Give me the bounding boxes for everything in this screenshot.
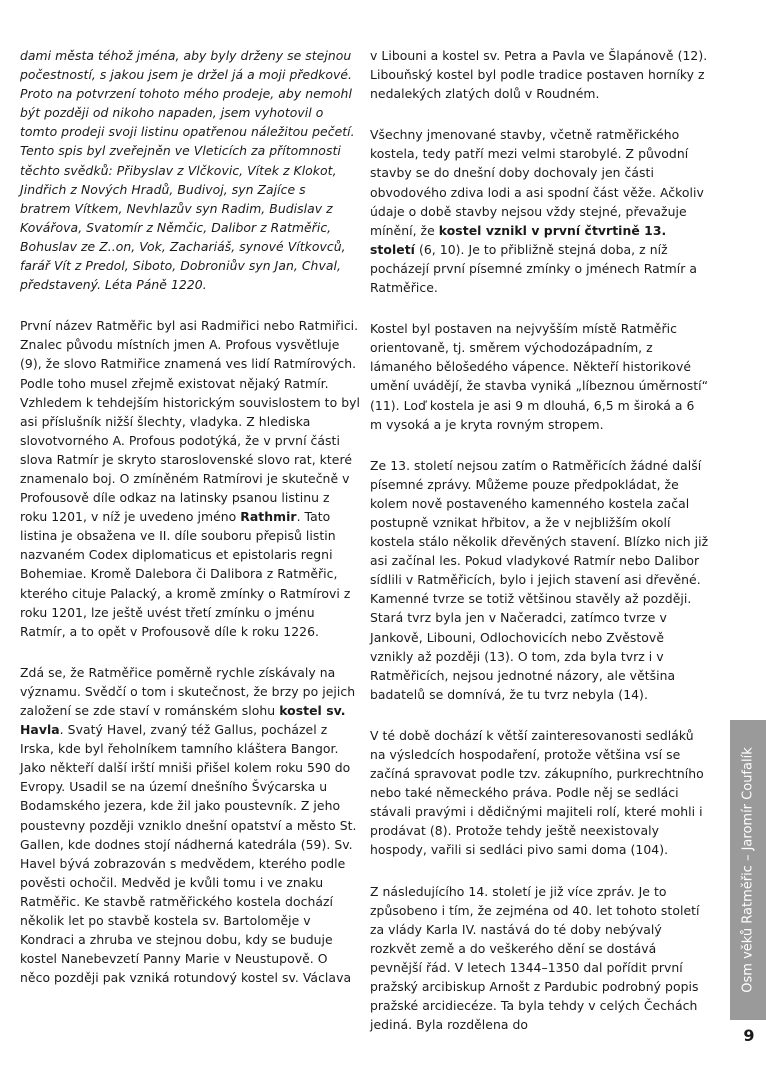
charter-translation-paragraph: dami města téhož jména, aby byly drženy se stejnou počestností, s jakou jsem je držel já a moji předkové. Proto na potvrzení tohoto mého prodeje, aby nemohl být později od nikoho napaden, jsem vyhotovil o tomto prodeji svoji listinu opatřenou náležitou pečetí. Tento spis byl zveřejněn ve Vleticích za přítomnosti těchto svědků: Přibyslav z Vlčkovic, Vítek z Klokot, Jindřich z Nových Hradů, Budivoj, syn Zajíce s bratrem Vítkem, Nevhlazův syn Radim, Budislav z Kovářova, Svatomír z Němčic, Dalibor z Ratměřic, Bohuslav ze Z..on, Vok, Zachariáš, synové Vítkovců, farář Vít z Predol, Siboto, Dobroniův syn Jan, Chval, představený. Léta Páně 1220.	[20, 48, 355, 293]
libouň-church-paragraph: v Libouni a kostel sv. Petra a Pavla ve Šlapánově (12). Libouňský kostel byl podle tradice postaven horníky z nedalekých zlatých dolů v Roudném.	[370, 48, 708, 102]
church-description-paragraph: Kostel byl postaven na nejvyšším místě Ratměřic orientovaně, tj. směrem východozápadním, z lámaného bělošedého vápence. Někteří historikové umění uvádějí, že stavba vyniká „líbeznou úměrností“ (11). Loď kostela je asi 9 m dlouhá, 6,5 m široká a 6 m vysoká a je kryta rovným stropem.	[370, 321, 709, 432]
church-st-havel-paragraph: Zdá se, že Ratměřice poměrně rychle získávaly na významu. Svědčí o tom i skutečnost, že brzy po jejich založení se zde staví v románském slohu kostel sv. Havla. Svatý Havel, zvaný též Gallus, pocházel z Irska, kde byl řeholníkem tamního kláštera Bangor. Jako někteří další irští mniši přišel kolem roku 590 do Evropy. Usadil se na území dnešního Švýcarska u Bodamského jezera, kde žil jako poustevník. Z jeho poustevny později vzniklo dnešní opatství a město St. Gallen, kde dodnes stojí nádherná katedrála (59). Sv. Havel bývá zobrazován s medvědem, kterého podle pověsti ochočil. Medvěd je kvůli tomu i ve znaku Ratměřic. Ke stavbě ratměřického kostela dochází několik let po stavbě kostela sv. Bartoloměje v Kondraci a zhruba ve stejnou dobu, kdy se buduje kostel Nanebevzetí Panny Marie v Neustupově. O něco později pak vzniká rotundový kostel sv. Václava	[20, 664, 357, 986]
side-label: Osm věků Ratměřic – Jaromír Coufalík	[740, 747, 756, 993]
church-emphasis: kostel sv. Havla	[20, 703, 346, 738]
side-tab	[730, 720, 766, 1020]
page-number: 9	[743, 1026, 755, 1045]
church-age-paragraph: Všechny jmenované stavby, včetně ratměřického kostela, tedy patří mezi velmi starobylé. Z původní stavby se do dnešní doby dochovaly jen části obvodového zdiva lodi a asi spodní část věže. Ačkoliv údaje o době stavby nejsou vždy stejné, převažuje mínění, že kostel vznikl v první čtvrtině 13. století (6, 10). Je to přibližně stejná doba, z níž pocházejí první písemné zmínky o jménech Ratmír a Ratměřice.	[370, 127, 704, 296]
name-origin-paragraph: První název Ratměřic byl asi Radmiřici nebo Ratmiřici. Znalec původu místních jmen A. Profous vysvětluje (9), že slovo Ratmiřice znamená ves lidí Ratmírových. Podle toho musel zřejmě existovat nějaký Ratmír. Vzhledem k tehdejším historickým souvislostem to byl asi příslušník nižší šlechty, vladyka. Z hlediska slovotvorného A. Profous podotýká, že v první části slova Ratmír je skryto staroslovenské slovo rat, které znamenalo boj. O zmíněném Ratmírovi je skutečně v Profousově díle odkaz na latinsky psanou listinu z roku 1201, v níž je uvedeno jméno Rathmir. Tato listina je obsažena ve II. díle souboru přepisů listin nazvaném Codex diplomaticus et epistolaris regni Bohemiae. Kromě Dalebora či Dalibora z Ratměřic, kterého cituje Palacký, a kromě zmínky o Ratmírovi z roku 1201, lze ještě uvést třetí zmínku o jménu Ratmír, a to opět v Profousově díle k roku 1226.	[20, 318, 361, 639]
fourteenth-century-paragraph: Z následujícího 14. století je již více zpráv. Je to způsobeno i tím, že zejména od 40. let tohoto století za vlády Karla IV. nastává do té doby nebývalý rozkvět země a do veškerého dění se dostává pevnější řád. V letech 1344–1350 dal pořídit první pražský arcibiskup Arnošt z Pardubic podrobný popis pražské arcidiecéze. Ta byla tehdy v celých Čechách jediná. Byla rozdělena do	[370, 883, 700, 1033]
left-column	[20, 46, 360, 1009]
thirteenth-century-paragraph: Ze 13. století nejsou zatím o Ratměřicích žádné další písemné zprávy. Můžeme pouze předpokládat, že kolem nově postaveného kamenného kostela začal postupně vznikat hřbitov, a že v nejbližším okolí kostela stálo několik dřevěných stavení. Blízko nich již asi začínal les. Pokud vladykové Ratmír nebo Dalibor sídlili v Ratměřicích, bylo i jejich stavení asi dřevěné. Kamenné tvrze se totiž většinou stavěly až později. Stará tvrz byla jen v Načeradci, zatímco tvrze v Jankově, Libouni, Odlochovicích nebo Zvěstově vznikly až později (13). O tom, zda byla tvrz i v Ratměřicích, nejsou jednotné názory, ale většina badatelů se domnívá, že tu tvrz nebyla (14).	[370, 457, 709, 702]
farmers-paragraph: V té době dochází k větší zainteresovanosti sedláků na výsledcích hospodaření, protože většina vsí se začíná spravovat podle tzv. zákupního, purkrechtního nebo také německého práva. Podle něj se sedláci stávali pravými i dědičnými majiteli rolí, které mohli i prodávat (8). Protože tehdy ještě neexistovaly hospody, vařili si sedláci pivo sami doma (104).	[370, 727, 704, 858]
rathmir-emphasis: Rathmir	[240, 509, 297, 525]
right-column	[370, 46, 710, 1056]
century-emphasis: kostel vznikl v první čtvrtině 13. století	[370, 222, 667, 257]
